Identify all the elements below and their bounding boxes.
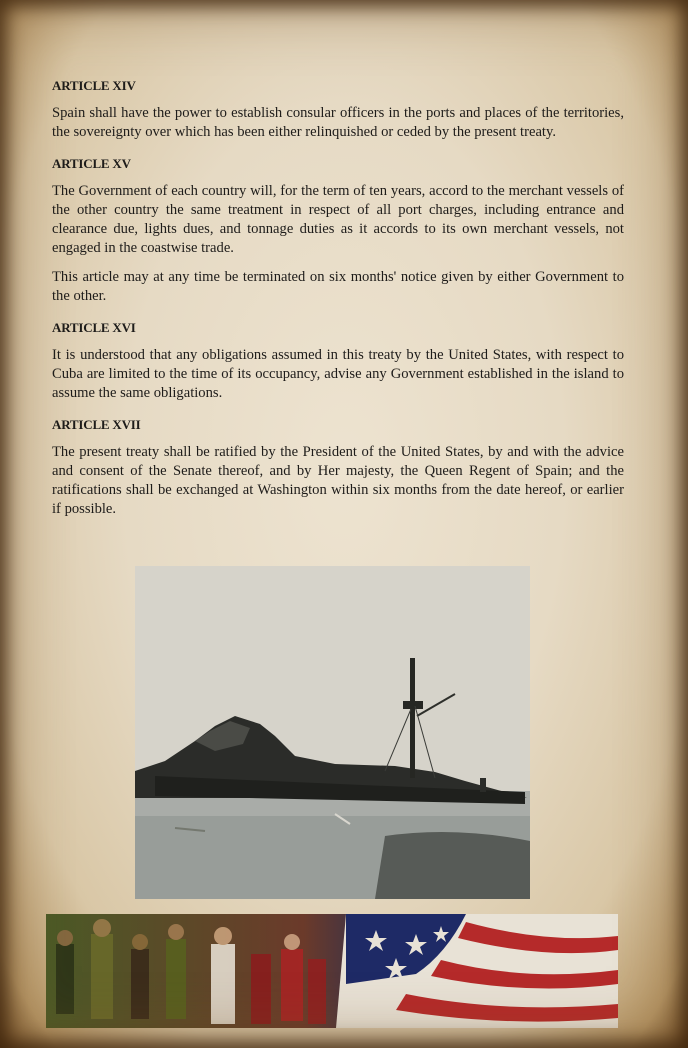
sunken-battleship-photo — [135, 566, 530, 899]
article-16 — [50, 320, 624, 403]
soldiers-flag-image — [46, 914, 618, 1028]
treaty-text — [50, 78, 624, 529]
article-17 — [50, 417, 624, 519]
article-paragraph: The present treaty shall be ratified by the President of the United States, by and with the advice and consent of the Senate thereof, and by Her majesty, the Queen Regent of Spain; and the ratifications shall be exchanged at Washington within six months from the date hereof, or earlier if possible. — [52, 444, 624, 517]
article-14 — [50, 78, 624, 142]
article-heading: ARTICLE XV — [52, 156, 131, 171]
article-paragraph: It is understood that any obligations assumed in this treaty by the United States, with respect to Cuba are limited to the time of its occupancy, advise any Government established in the island to assume the same obligations. — [52, 347, 624, 401]
flag-collage-banner — [46, 914, 618, 1028]
article-paragraph: This article may at any time be terminated on six months' notice given by either Government to the other. — [52, 269, 624, 304]
article-paragraph: The Government of each country will, for the term of ten years, accord to the merchant vessels of the other country the same treatment in respect of all port charges, including entrance and clearance due, lights dues, and tonnage duties as it accords to its own merchant vessels, not engaged in the coastwise trade. — [52, 183, 624, 256]
article-heading: ARTICLE XVII — [52, 417, 141, 432]
article-heading: ARTICLE XIV — [52, 78, 136, 93]
article-paragraph: Spain shall have the power to establish consular officers in the ports and places of the territories, the sovereignty over which has been either relinquished or ceded by the present treaty. — [52, 105, 624, 140]
battleship-wreck-image — [135, 566, 530, 899]
article-15 — [50, 156, 624, 306]
article-heading: ARTICLE XVI — [52, 320, 136, 335]
